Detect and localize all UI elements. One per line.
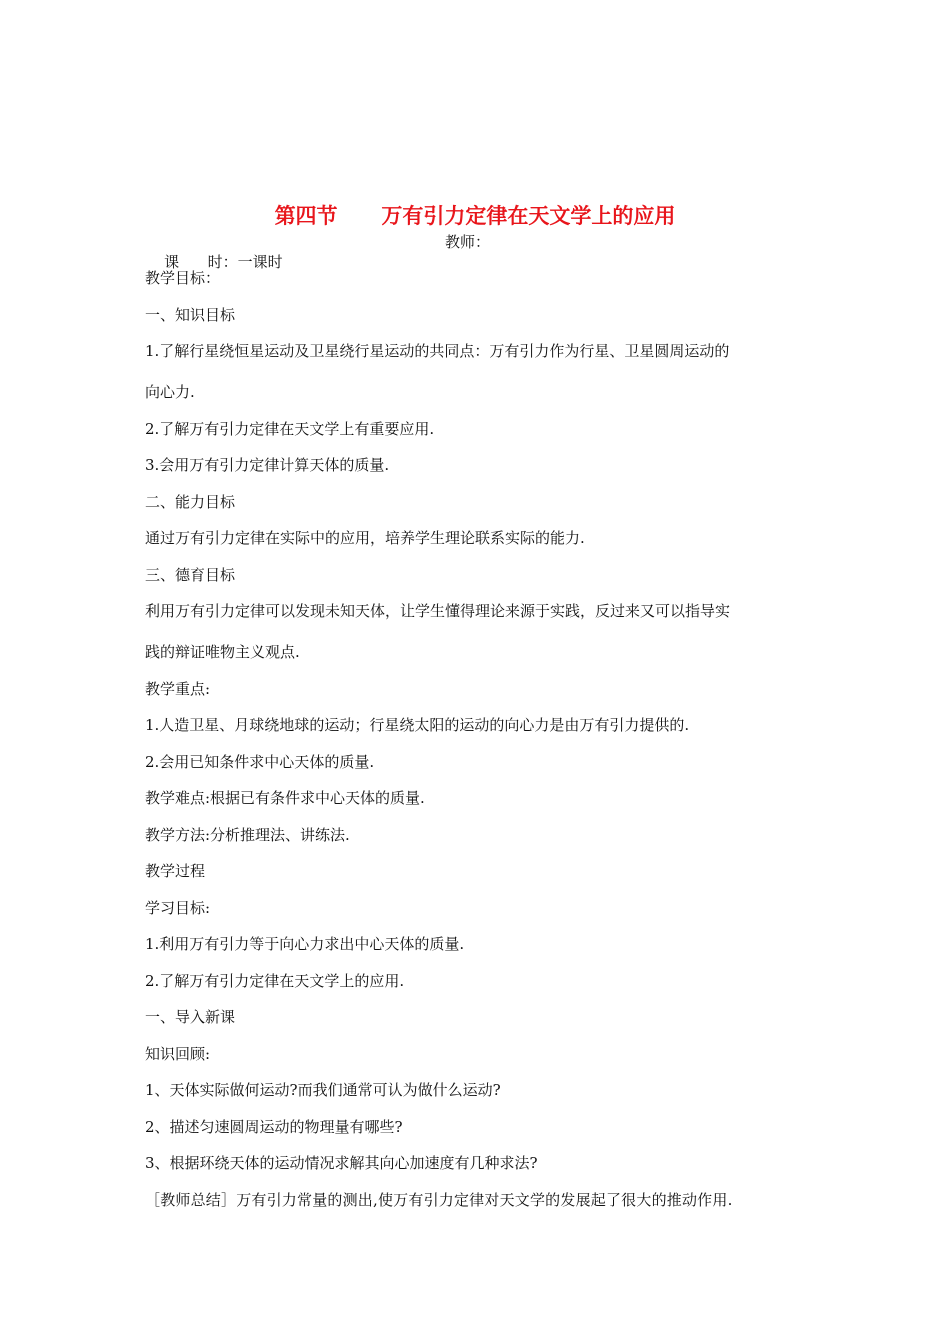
text-line: 二、能力目标 (145, 492, 236, 511)
text-line: 教学过程 (145, 862, 206, 880)
text-line: 1.了解行星绕恒星运动及卫星绕行星运动的共同点：万有引力作为行星、卫星圆周运动的 (145, 342, 730, 360)
text-line: 1、天体实际做何运动?而我们通常可认为做什么运动? (145, 1081, 501, 1099)
text-line: 教学目标： (145, 269, 221, 287)
lesson-hours: 课 时：一课时 (164, 253, 283, 271)
text-line: 2、描述匀速圆周运动的物理量有哪些? (145, 1117, 403, 1136)
text-line: 知识回顾: (145, 1044, 211, 1063)
text-line: 学习目标: (145, 898, 211, 917)
text-line: 践的辩证唯物主义观点. (145, 643, 300, 661)
text-line: 教学难点:根据已有条件求中心天体的质量. (145, 789, 425, 807)
text-line: 利用万有引力定律可以发现未知天体，让学生懂得理论来源于实践，反过来又可以指导实 (145, 602, 731, 620)
text-line: 1.人造卫星、月球绕地球的运动；行星绕太阳的运动的向心力是由万有引力提供的. (145, 716, 690, 734)
text-line: 3.会用万有引力定律计算天体的质量. (145, 456, 390, 474)
text-line: 2.了解万有引力定律在天文学上有重要应用. (145, 419, 435, 438)
text-line: 向心力. (145, 383, 195, 401)
text-line: 2.会用已知条件求中心天体的质量. (145, 752, 375, 771)
text-line: 一、导入新课 (145, 1008, 236, 1026)
text-line: 三、德育目标 (145, 565, 236, 584)
text-line: 教学方法:分析推理法、讲练法. (145, 825, 350, 844)
text-line: 3、根据环绕天体的运动情况求解其向心加速度有几种求法? (145, 1154, 538, 1172)
lesson-teacher: 教师： (445, 233, 491, 251)
text-line: 2.了解万有引力定律在天文学上的应用. (145, 971, 405, 990)
text-line: 通过万有引力定律在实际中的应用，培养学生理论联系实际的能力. (145, 529, 585, 547)
page-title: 第四节 万有引力定律在天文学上的应用 (274, 204, 676, 228)
text-line: 一、知识目标 (145, 305, 236, 324)
text-line: 教学重点: (145, 679, 211, 698)
text-line: ［教师总结］万有引力常量的测出,使万有引力定律对天文学的发展起了很大的推动作用. (145, 1190, 733, 1209)
document-body (145, 266, 815, 1224)
text-line: 1.利用万有引力等于向心力求出中心天体的质量. (145, 935, 465, 953)
